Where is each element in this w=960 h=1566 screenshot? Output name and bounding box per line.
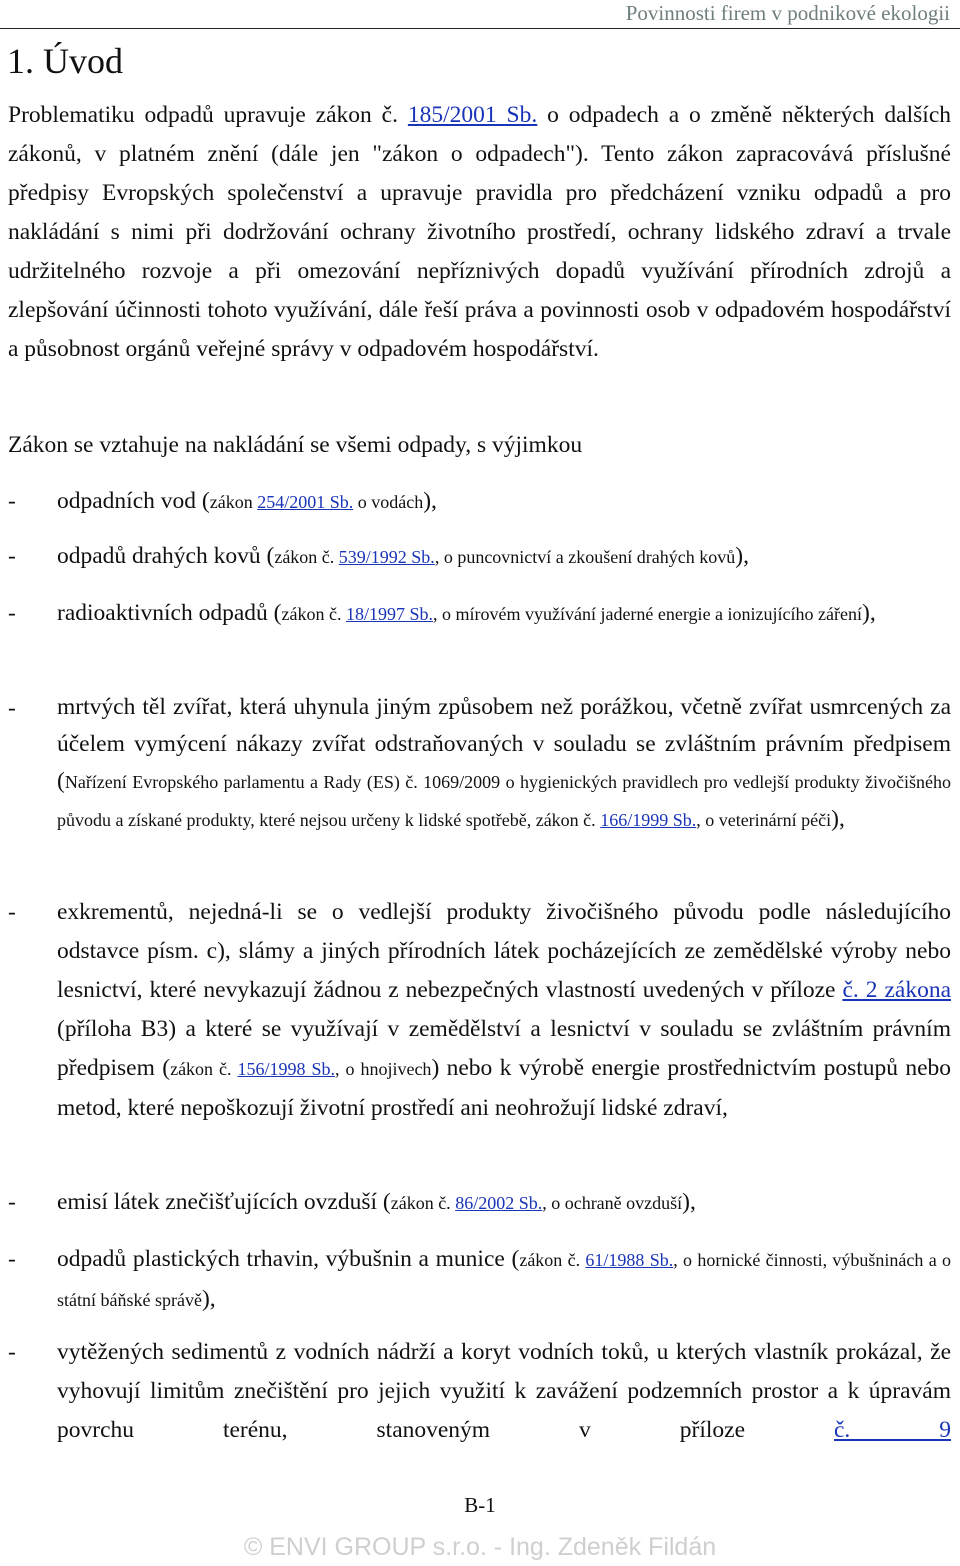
list-item-text: odpadních vod (zákon 254/2001 Sb. o vodách), [57,488,437,514]
law-link-185-2001[interactable]: 185/2001 Sb. [407,102,538,128]
page-number: B-1 [464,1493,496,1517]
list-item-text: radioaktivních odpadů (zákon č. 18/1997 Sb., o mírovém využívání jaderné energie a ionizujícího záření), [57,600,876,626]
list-dash: - [8,899,16,925]
header-title: Povinnosti firem v podnikové ekologii [625,1,950,25]
list-item [8,1240,951,1320]
law-link-254-2001[interactable]: 254/2001 Sb. [257,492,354,512]
list-item [8,1183,951,1223]
intro-text-b: o odpadech a o změně některých dalších zákonů, v platném znění (dále jen "zákon o odpadech"). Tento zákon zapracovává příslušné předpisy Evropských společenství a upravuje pravidla pro předcházení vzniku odpadů a pro nakládání s nimi při dodržování ochrany životního prostředí, ochrany lidského zdraví a trvale udržitelného rozvoje a při omezování nepříznivých dopadů využívání přírodních zdrojů a zlepšování účinnosti tohoto využívání, dále řeší práva a povinnosti osob v odpadovém hospodářství a působnost orgánů veřejné správy v odpadovém hospodářství. [8,102,951,362]
list-item-text: exkrementů, nejedná-li se o vedlejší produkty živočišného původu podle následujícího odstavce písm. c), slámy a jiných přírodních látek pocházejících ze zemědělské výroby nebo lesnictví, které nevykazují žádnou z nebezpečných vlastností uvedených v příloze č. 2 zákona (příloha B3) a které se využívají v zemědělství a lesnictví v souladu se zvláštním právním předpisem (zákon č. 156/1998 Sb., o hnojivech) nebo k výrobě energie prostřednictvím postupů nebo metod, které nepoškozují životní prostředí ani neohrožují lidské zdraví, [57,899,952,1121]
list-dash: - [8,1189,16,1215]
list-dash: - [8,600,16,626]
law-link-539-1992[interactable]: 539/1992 Sb. [338,547,435,567]
law-link-166-1999[interactable]: 166/1999 Sb. [600,810,697,830]
list-dash: - [8,695,16,721]
list-item-text: vytěžených sedimentů z vodních nádrží a koryt vodních toků, u kterých vlastník prokázal, že vyhovují limitům znečištění pro jejich využití k zavážení podzemních prostor a k úpravám povrchu terénu, stanoveným v příloze č. 9 [57,1339,952,1443]
list-dash: - [8,488,16,514]
footer-copyright: © ENVI GROUP s.r.o. - Ing. Zdeněk Fildán [243,1533,717,1561]
list-item [8,482,951,522]
law-link-61-1988[interactable]: 61/1988 Sb. [585,1250,674,1270]
list-item [8,1333,951,1453]
section-title: 1. Úvod [7,41,123,81]
list-item-text: odpadů drahých kovů (zákon č. 539/1992 Sb., o puncovnictví a zkoušení drahých kovů), [57,543,749,569]
intro-paragraph [8,96,951,369]
list-item [8,537,951,577]
law-link-86-2002[interactable]: 86/2002 Sb. [455,1193,543,1213]
list-item-text: emisí látek znečišťujících ovzduší (zákon č. 86/2002 Sb., o ochraně ovzduší), [57,1189,696,1215]
law-link-156-1998[interactable]: 156/1998 Sb. [237,1059,335,1079]
intro-text-a: Problematiku odpadů upravuje zákon č. [8,102,408,128]
list-item [8,594,951,674]
list-item [8,689,951,879]
list-dash: - [8,1339,16,1365]
list-dash: - [8,1246,16,1272]
page-header [0,0,960,29]
law-link-18-1997[interactable]: 18/1997 Sb. [345,604,433,624]
annex-link-2[interactable]: č. 2 zákona [842,977,951,1003]
list-dash: - [8,543,16,569]
list-item [8,893,951,1173]
list-item-text: mrtvých těl zvířat, která uhynula jiným způsobem než porážkou, včetně zvířat usmrcených za účelem vymýcení nákazy zvířat odstraňovaných v souladu se zvláštním právním předpisem (Nařízení Evropského parlamentu a Rady (ES) č. 1069/2009 o hygienických pravidlech pro vedlejší produkty živočišného původu a získané produkty, které nejsou určeny k lidské spotřebě, zákon č. 166/1999 Sb., o veterinární péči), [57,694,951,832]
list-item-text: odpadů plastických trhavin, výbušnin a munice (zákon č. 61/1988 Sb., o hornické činnosti, výbušninách a o státní báňské správě), [57,1246,952,1312]
scope-paragraph: Zákon se vztahuje na nakládání se všemi odpady, s výjimkou [8,432,583,458]
annex-link-9[interactable]: č. 9 [833,1417,952,1443]
